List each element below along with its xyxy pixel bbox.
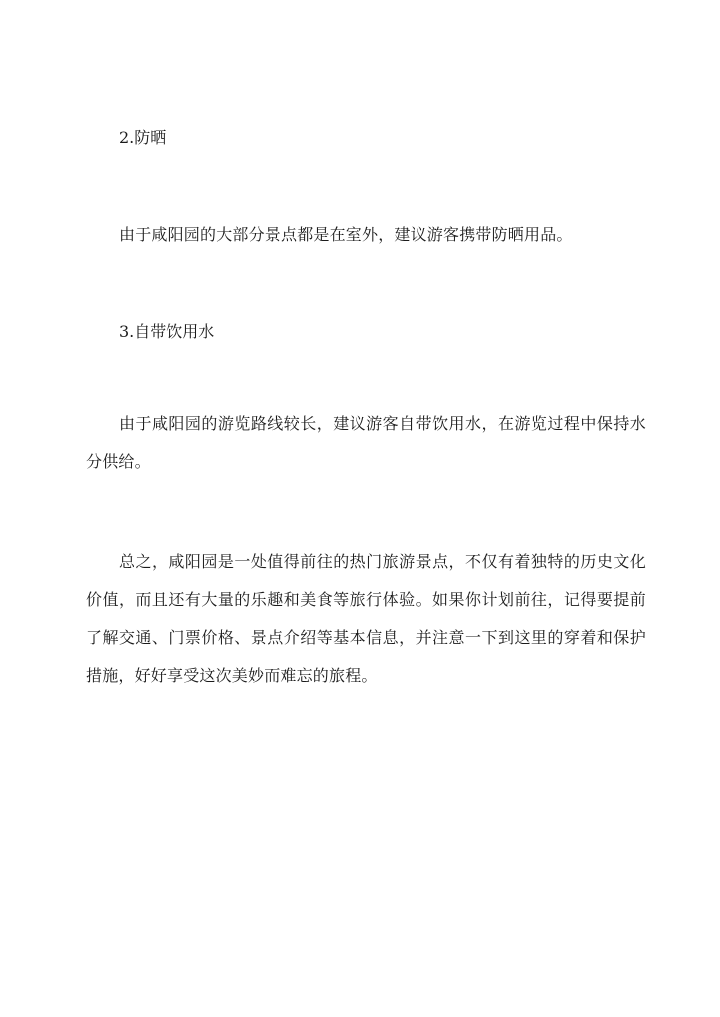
section-paragraph-sunscreen: 由于咸阳园的大部分景点都是在室外，建议游客携带防晒用品。 [119, 225, 573, 244]
section-paragraph-drinking-water: 由于咸阳园的游览路线较长，建议游客自带饮用水，在游览过程中保持水分供给。 [86, 414, 646, 471]
section-heading-sunscreen: 2.防晒 [119, 128, 167, 147]
summary-paragraph: 总之，咸阳园是一处值得前往的热门旅游景点，不仅有着独特的历史文化价值，而且还有大量的乐趣和美食等旅行体验。如果你计划前往，记得要提前了解交通、门票价格、景点介绍等基本信息，并注意一下到这里的穿着和保护措施，好好享受这次美妙而难忘的旅程。 [86, 552, 646, 685]
section-heading-drinking-water: 3.自带饮用水 [119, 322, 215, 341]
